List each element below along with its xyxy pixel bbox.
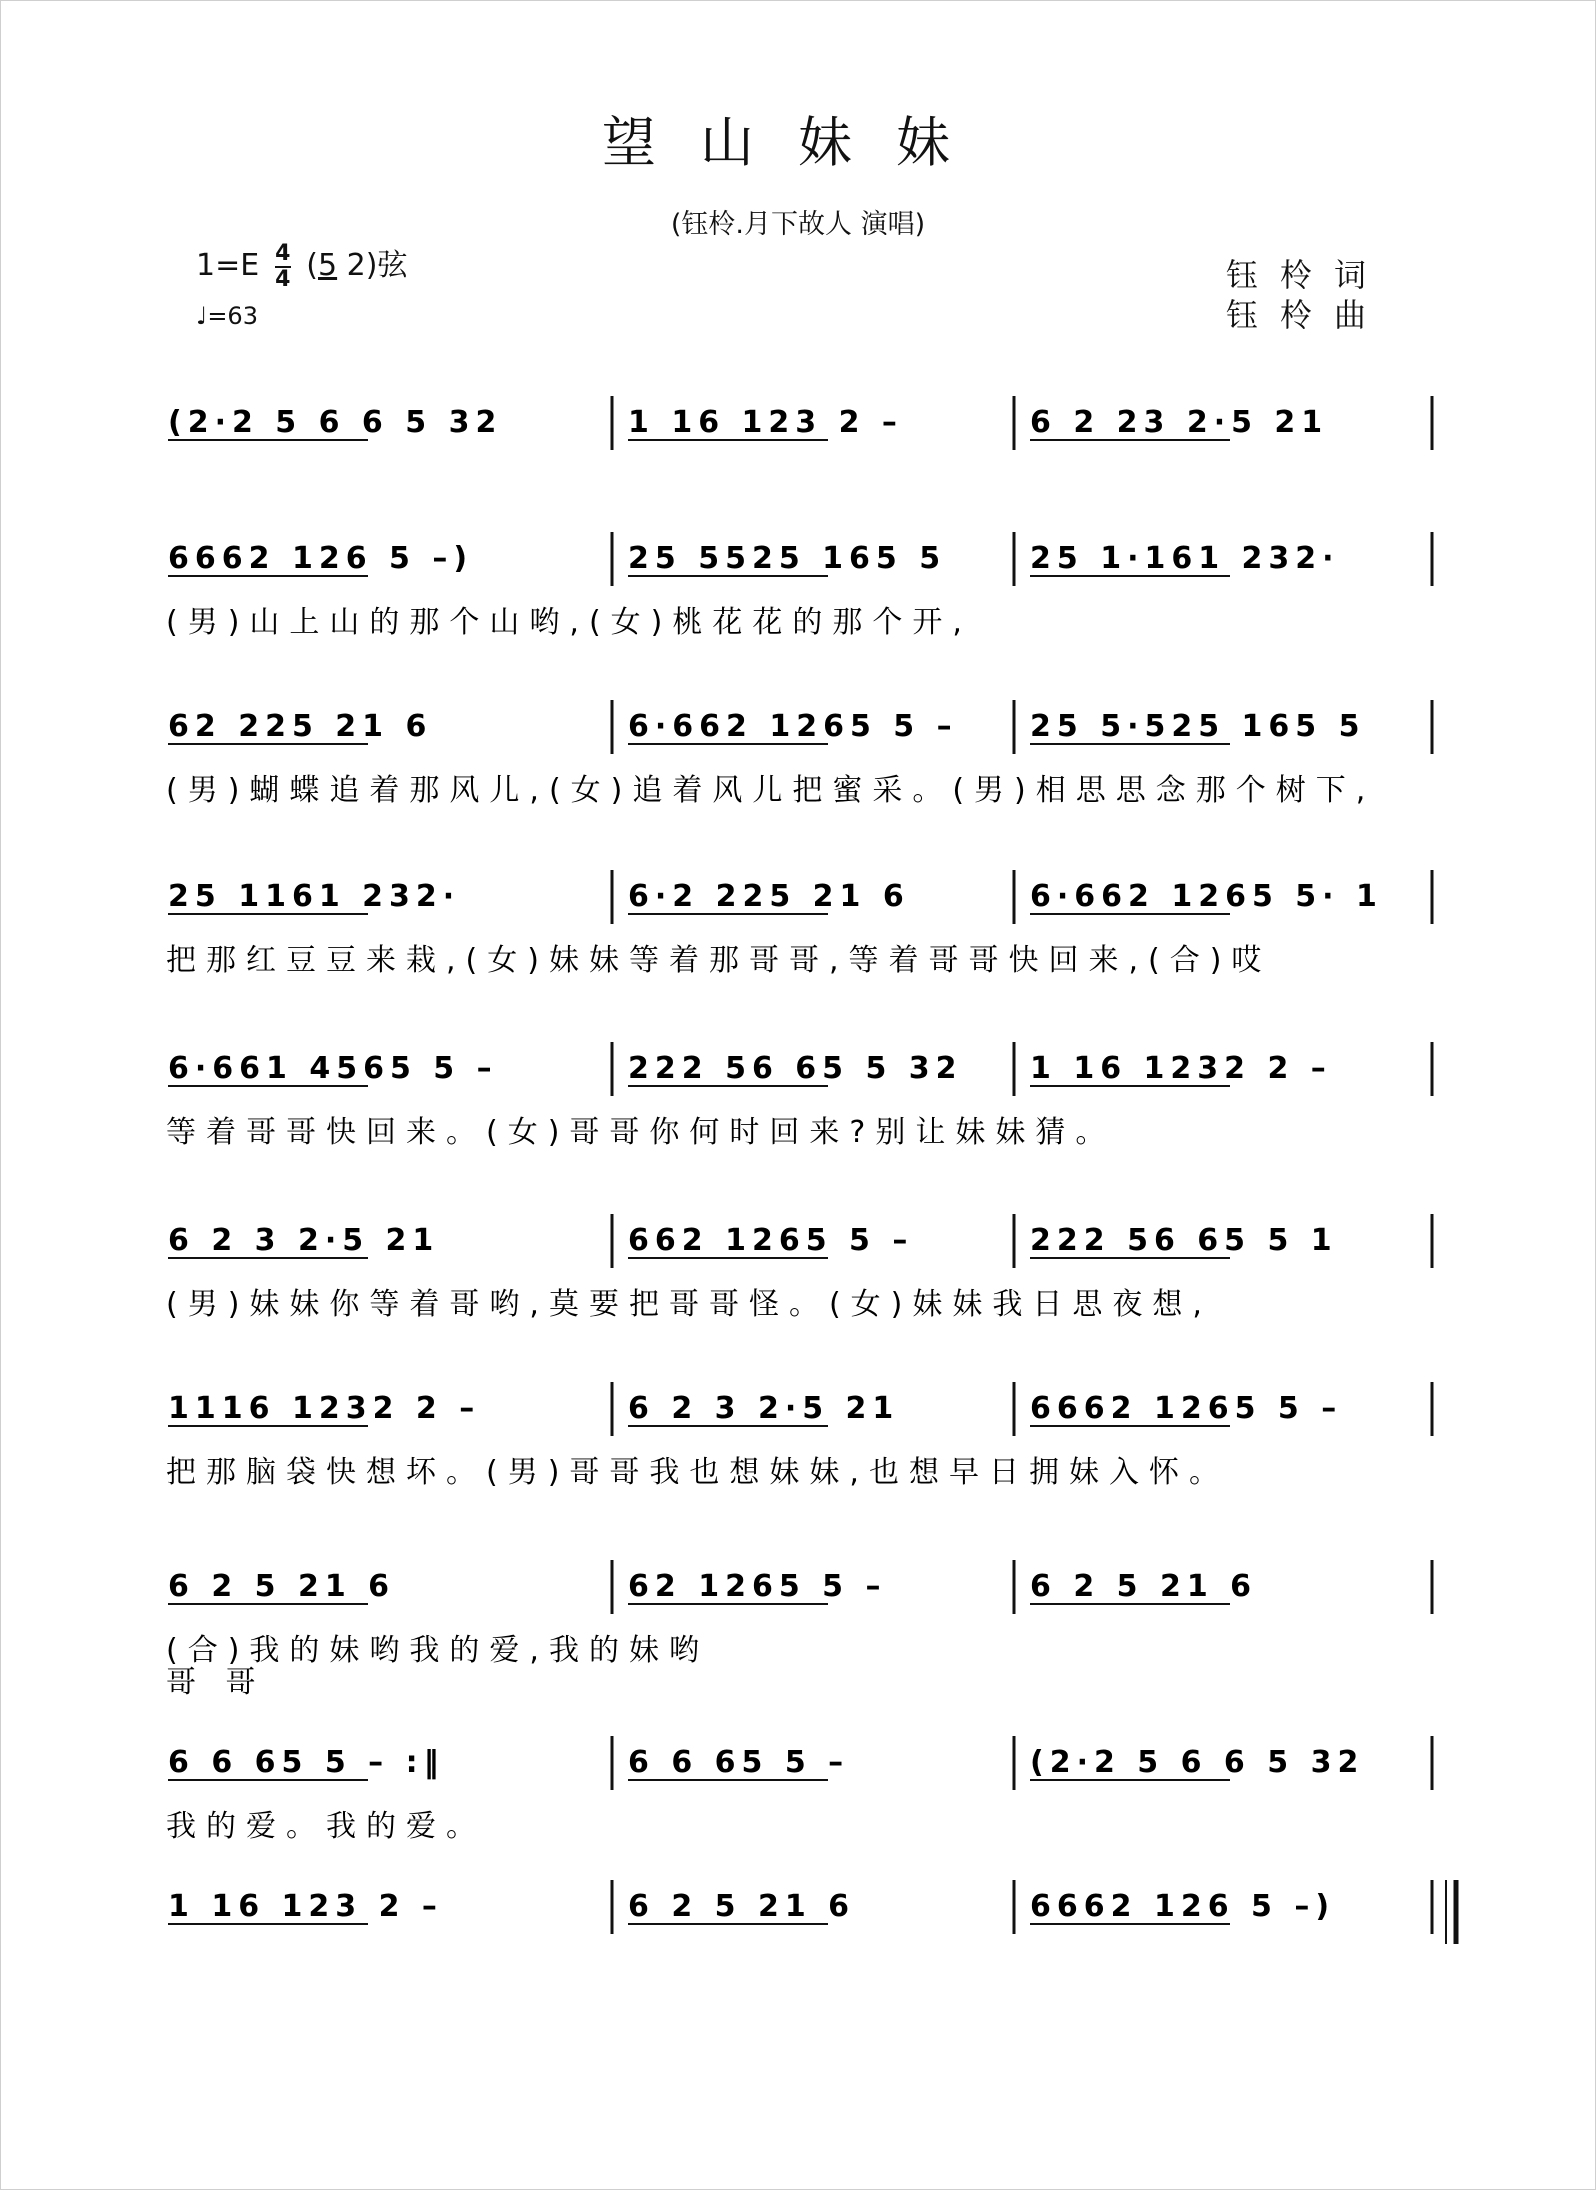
lyric-line: (男)山上山的那个山哟,(女)桃花花的那个开, bbox=[166, 605, 972, 640]
measure-2: 25 5525 165 5 bbox=[628, 541, 947, 576]
tuning-close: )弦 bbox=[365, 248, 408, 283]
system-7 bbox=[166, 1382, 1432, 1490]
measure-3: 25 1·161 232· bbox=[1030, 541, 1340, 576]
measure-2: 6·662 1265 5 – bbox=[628, 709, 958, 744]
measure-2: 6 6 65 5 – bbox=[628, 1745, 850, 1780]
composer-credit: 钰柃曲 bbox=[1226, 296, 1389, 334]
measure-2: 6 2 5 21 6 bbox=[628, 1889, 856, 1924]
system-4 bbox=[166, 870, 1432, 978]
lyric-line: 我的爱。我的爱。 bbox=[166, 1809, 486, 1844]
tempo-marking: ♩=63 bbox=[196, 302, 258, 330]
system-3 bbox=[166, 700, 1432, 808]
measure-3: 6·662 1265 5· 1 bbox=[1030, 879, 1383, 914]
measure-3: 1 16 1232 2 – bbox=[1030, 1051, 1332, 1086]
lyric-line: (男)蝴蝶追着那风儿,(女)追着风儿把蜜采。(男)相思思念那个树下, bbox=[166, 773, 1376, 808]
lyric-line: 把那脑袋快想坏。(男)哥哥我也想妹妹,也想早日拥妹入怀。 bbox=[166, 1455, 1229, 1490]
measure-1: 6 2 5 21 6 bbox=[168, 1569, 396, 1604]
tuning-high-note: 2 bbox=[346, 248, 366, 283]
measure-1: 25 1161 232· bbox=[168, 879, 461, 914]
measure-3: 222 56 65 5 1 bbox=[1030, 1223, 1338, 1258]
lyricist-credit: 钰柃词 bbox=[1226, 256, 1389, 294]
lyric-line: 哥 哥 bbox=[166, 1665, 266, 1700]
measure-3: (2·2 5 6 6 5 32 bbox=[1030, 1745, 1365, 1780]
measure-3: 6 2 23 2·5 21 bbox=[1030, 405, 1329, 440]
measure-1: 6 6 65 5 – :‖ bbox=[168, 1745, 445, 1780]
score-title: 望山妹妹 bbox=[602, 111, 994, 174]
key-signature: 1=E bbox=[196, 248, 260, 283]
measure-1: 6662 126 5 –) bbox=[168, 541, 474, 576]
lyric-line: (男)妹妹你等着哥哟,莫要把哥哥怪。(女)妹妹我日思夜想, bbox=[166, 1287, 1212, 1322]
tuning-open: ( bbox=[306, 248, 318, 283]
system-9 bbox=[166, 1736, 1432, 1844]
measure-2: 6·2 225 21 6 bbox=[628, 879, 910, 914]
lyric-line: 等着哥哥快回来。(女)哥哥你何时回来?别让妹妹猜。 bbox=[166, 1115, 1116, 1150]
measure-2: 662 1265 5 – bbox=[628, 1223, 914, 1258]
system-1 bbox=[168, 396, 1432, 450]
measure-2: 6 2 3 2·5 21 bbox=[628, 1391, 900, 1426]
measure-1: 1116 1232 2 – bbox=[168, 1391, 481, 1426]
system-5 bbox=[166, 1042, 1432, 1150]
measure-3: 6 2 5 21 6 bbox=[1030, 1569, 1258, 1604]
measure-1: 1 16 123 2 – bbox=[168, 1889, 443, 1924]
system-10 bbox=[168, 1880, 1432, 1934]
measure-3: 6662 126 5 –) bbox=[1030, 1889, 1336, 1924]
lyric-line: 把那红豆豆来栽,(女)妹妹等着那哥哥,等着哥哥快回来,(合)哎 bbox=[166, 943, 1272, 978]
performer-credit: (钰柃.月下故人 演唱) bbox=[670, 209, 926, 240]
lyric-line: (合)我的妹哟我的爱,我的妹哟 bbox=[166, 1633, 709, 1668]
measure-2: 222 56 65 5 32 bbox=[628, 1051, 963, 1086]
measure-1: 6 2 3 2·5 21 bbox=[168, 1223, 440, 1258]
time-denominator: 4 bbox=[275, 266, 291, 292]
measure-2: 1 16 123 2 – bbox=[628, 405, 903, 440]
measure-3: 6662 1265 5 – bbox=[1030, 1391, 1343, 1426]
measure-2: 62 1265 5 – bbox=[628, 1569, 887, 1604]
time-numerator: 4 bbox=[275, 240, 291, 266]
measure-1: 62 225 21 6 bbox=[168, 709, 433, 744]
system-8 bbox=[166, 1560, 1432, 1700]
system-2 bbox=[166, 532, 1432, 640]
measure-3: 25 5·525 165 5 bbox=[1030, 709, 1366, 744]
system-6 bbox=[166, 1214, 1432, 1322]
measure-1: 6·661 4565 5 – bbox=[168, 1051, 498, 1086]
tuning-low-note: 5 bbox=[318, 248, 338, 283]
measure-1: (2·2 5 6 6 5 32 bbox=[168, 405, 503, 440]
